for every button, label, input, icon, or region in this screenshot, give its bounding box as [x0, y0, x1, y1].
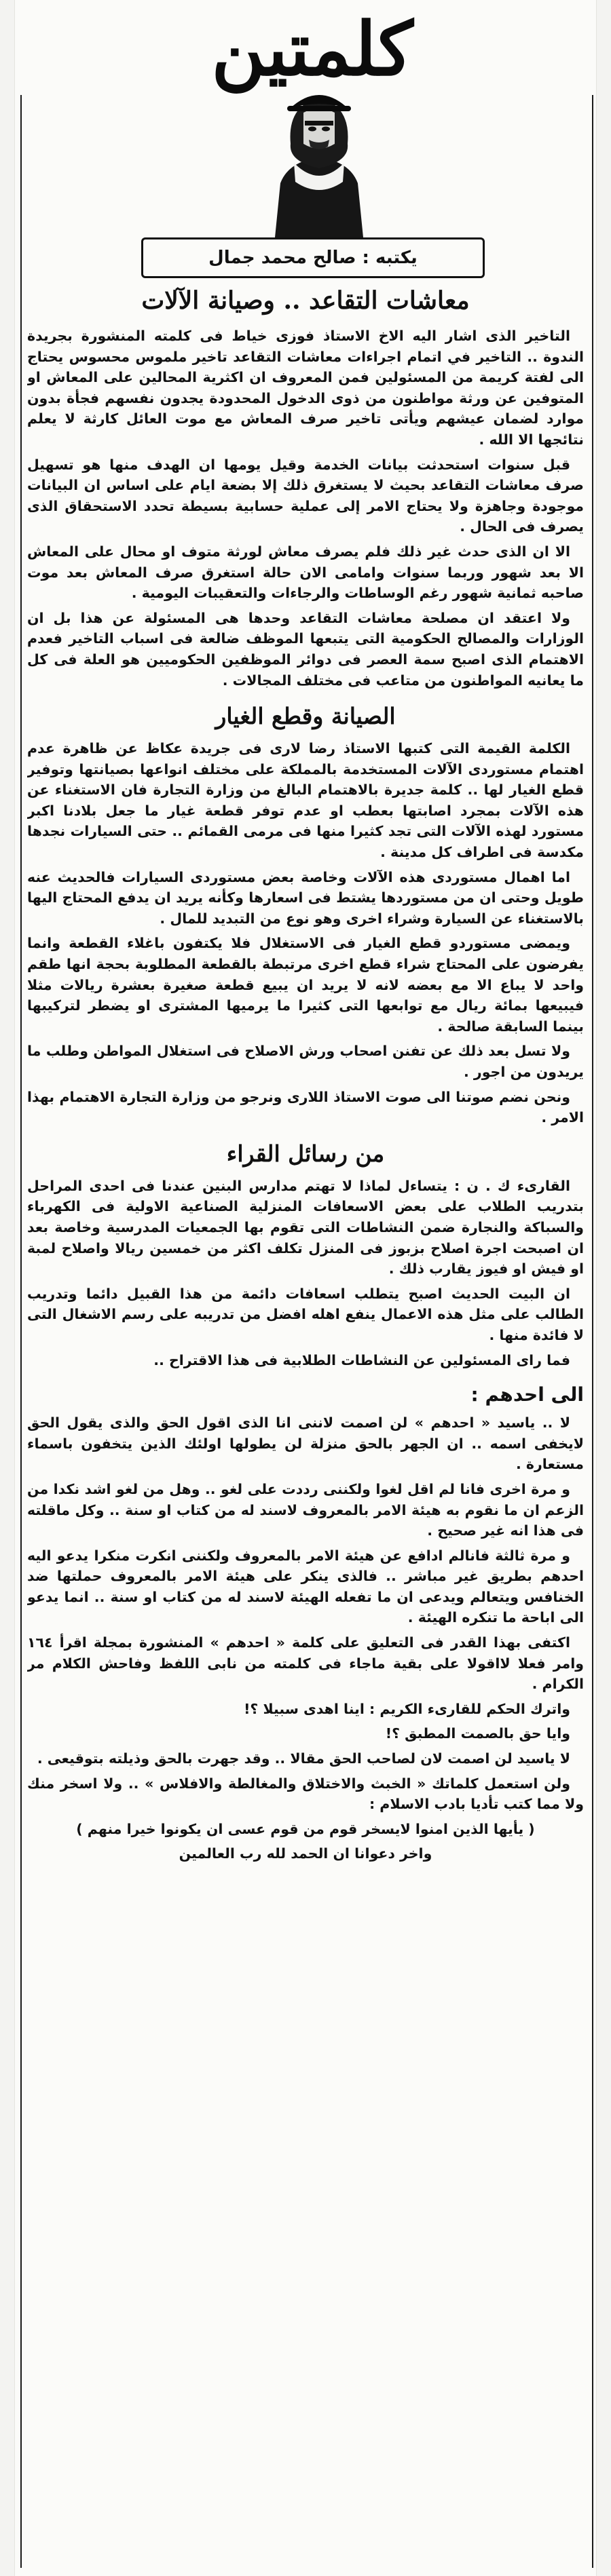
paragraph: اكتفى بهذا القدر فى التعليق على كلمة « احدهم » المنشورة بمجلة اقرأ ١٦٤ وامر فعلا لااقولا على بقية ماجاء فى كلمته من نابى اللفظ وفاحش الكلام مر الكرام . — [27, 1634, 584, 1693]
paragraph: و مرة ثالثة فانالم ادافع عن هيئة الامر بالمعروف ولكننى انكرت منكرا يدعو اليه احدهم بطريق غير مباشر .. فالذى ينكر على هيئة الامر بالمعروف حملتها ضد الخنافس ويتعالم ويدعى ان ما تفعله الهيئة لاسند له من كتاب او سنة .. انما يدعو الى اباحة ما تنكره الهيئة . — [27, 1547, 584, 1626]
closing-line: واخر دعوانا ان الحمد لله رب العالمين — [179, 1845, 432, 1862]
byline: يكتبه : صالح محمد جمال — [141, 237, 485, 278]
paragraph: وايا حق بالصمت المطبق ؟! — [385, 1725, 570, 1742]
section-heading-letters: من رسائل القراء — [226, 1140, 385, 1167]
paragraph: ان البيت الحديث اصبح يتطلب اسعافات دائمة من هذا القبيل دائما وتدريب الطالب على مثل هذه الاعمال ينفع اهله افضل من تدريبه على رسم الاشغال التى لا فائدة منها . — [27, 1285, 584, 1343]
section-heading-reply: الى احدهم : — [470, 1383, 584, 1406]
quran-verse: ( يأيها الذين امنوا لايسخر قوم من قوم عسى ان يكونوا خيرا منهم ) — [76, 1820, 535, 1837]
column-logo-title: كلمتين — [211, 7, 413, 92]
paragraph: ويمضى مستوردو قطع الغيار فى الاستغلال فلا يكتفون باغلاء القطعة وانما يفرضون على المحتاج شراء قطع اخرى مرتبطة بالقطعة المطلوبة بحجة انها طقم واحد لا يباع الا مع بعضه لانه لا يريد ان يبيع قطعة صغيرة بعشرة ريالات مثلا فيبيعها بمائة ريال مع توابعها التى كثيرا ما يرميها المشترى او يضطر لتركيبها بينما السابقة صالحة . — [27, 935, 584, 1035]
paragraph: ولا اعتقد ان مصلحة معاشات التقاعد وحدها هى المسئولة عن هذا بل ان الوزارات والمصالح الحكومية التى يتبعها الموظف ضالعة فى اسباب التاخير فعدم الاهتمام الذى اصبح سمة العصر فى دوائر الموظفين الحكوميين هو العلة فى كل ما يعانيه المواطنون من متاعب فى مختلف المجالات . — [27, 609, 584, 689]
paragraph: الا ان الذى حدث غير ذلك فلم يصرف معاش لورثة متوف او محال على المعاش الا بعد شهور وربما سنوات وامامى الان حالة استغرق صرف المعاش بعد موت صاحبه ثمانية شهور رغم الوساطات والرجاءات والتعقيبات اليومية . — [27, 543, 584, 602]
paragraph: القارىء ك . ن : يتساءل لماذا لا تهتم مدارس البنين عندنا فى احدى المراحل بتدريب الطلاب على بعض الاسعافات المنزلية الصناعية الاولية فى الكهرباء والسباكة والنجارة ضمن النشاطات التى تقوم بها الجمعيات المدرسية وخاصة بعد ان اصبحت اجرة اصلاح بزبوز فى المنزل تكلف اكثر من خمسين ريالا واصلاح لمبة او فيش او فيوز يقارب ذلك . — [27, 1177, 584, 1277]
main-headline: معاشات التقاعد .. وصيانة الآلات — [141, 286, 470, 315]
paragraph: اما اهمال مستوردى هذه الآلات وخاصة بعض مستوردى السيارات فالحديث عنه طويل وحتى ان من مستوردها يشتط فى اسعارها وكأنه يريد ان يدفع المحتاج اليها بالاستغناء عن السيارة وشراء اخرى وهو نوع من التبديد للمال . — [27, 868, 584, 927]
paragraph: و مرة اخرى فانا لم اقل لغوا ولكننى رددت على لغو .. وهل من لغو اشد نكدا من الزعم ان ما نقوم به هيئة الامر بالمعروف لاسند له من كتاب او سنة .. وكل ماقلته فى هذا انه غير صحيح . — [27, 1480, 584, 1539]
article-body — [27, 277, 584, 2563]
column-masthead — [0, 0, 611, 285]
paragraph: التاخير الذى اشار اليه الاخ الاستاذ فوزى خياط فى كلمته المنشورة بجريدة الندوة .. التاخير في اتمام اجراءات معاشات التقاعد تاخير ملموس محسوس يحتاج الى لفتة كريمة من المسئولين فمن المعروف ان اكثرية المحالين على المعاش او المتوفين عن ورثة مواطنون من ذوى الدخول المحدودة يجدون نفسهم فجأة بدون موارد لضمان عيشهم ويأتى تاخير صرف المعاش مع موت العائل كارثة لا يعلم نتائجها الا الله . — [27, 328, 584, 448]
paragraph: الكلمة القيمة التى كتبها الاستاذ رضا لارى فى جريدة عكاظ عن ظاهرة عدم اهتمام مستوردى الآلات المستخدمة بالمملكة على مختلف انواعها بصيانتها وتوفير قطع الغيار لها .. كلمة جديرة بالاهتمام البالغ من وزارة التجارة فان الاستغناء عن هذه الآلات بمجرد اصابتها بعطب او عدم توفر قطعة غيار ما جعل بلادنا اكبر مستورد لهذه الآلات التى تجد كثيرا منها فى مرمى القمائم .. حتى السيارات نجدها مكدسة فى اطراف كل مدينة . — [27, 740, 584, 861]
paragraph: لا .. ياسيد « احدهم » لن اصمت لاننى انا الذى اقول الحق والذى يقول الحق لايخفى اسمه .. ان الجهر بالحق منزلة لن يطولها اولئك الذين يتخفون باسماء مستعارة . — [27, 1415, 584, 1473]
paragraph: ونحن نضم صوتنا الى صوت الاستاذ اللارى ونرجو من وزارة التجارة الاهتمام بهذا الامر . — [27, 1088, 584, 1126]
paragraph: ولن استعمل كلماتك « الخبث والاختلاق والمغالطة والافلاس » .. ولا اسخر منك ولا مما كتب تأديا بادب الاسلام : — [27, 1775, 584, 1813]
paragraph: قبل سنوات استحدثت بيانات الخدمة وقيل يومها ان الهدف منها هو تسهيل صرف معاشات التقاعد بحيث لا يستغرق ذلك إلا بضعة ايام على اساس ان البيانات موجودة وجاهزة ولا يحتاج الامر إلى عملية حسابية بسيطة تحدد الاستحقاق الذى يصرف فى الحال . — [27, 456, 584, 535]
author-portrait-icon — [268, 81, 370, 237]
paragraph: واترك الحكم للقارىء الكريم : اينا اهدى سبيلا ؟! — [244, 1700, 570, 1717]
paragraph: ولا تسل بعد ذلك عن تفنن اصحاب ورش الاصلاح فى استغلال المواطن وطلب ما يريدون من اجور . — [27, 1043, 584, 1080]
section-heading-maintenance: الصيانة وقطع الغيار — [215, 703, 396, 730]
paragraph: لا ياسيد لن اصمت لان لصاحب الحق مقالا .. وقد جهرت بالحق وذيلته بتوقيعى . — [37, 1750, 570, 1767]
paragraph: فما راى المسئولين عن النشاطات الطلابية فى هذا الاقتراح .. — [153, 1351, 570, 1368]
